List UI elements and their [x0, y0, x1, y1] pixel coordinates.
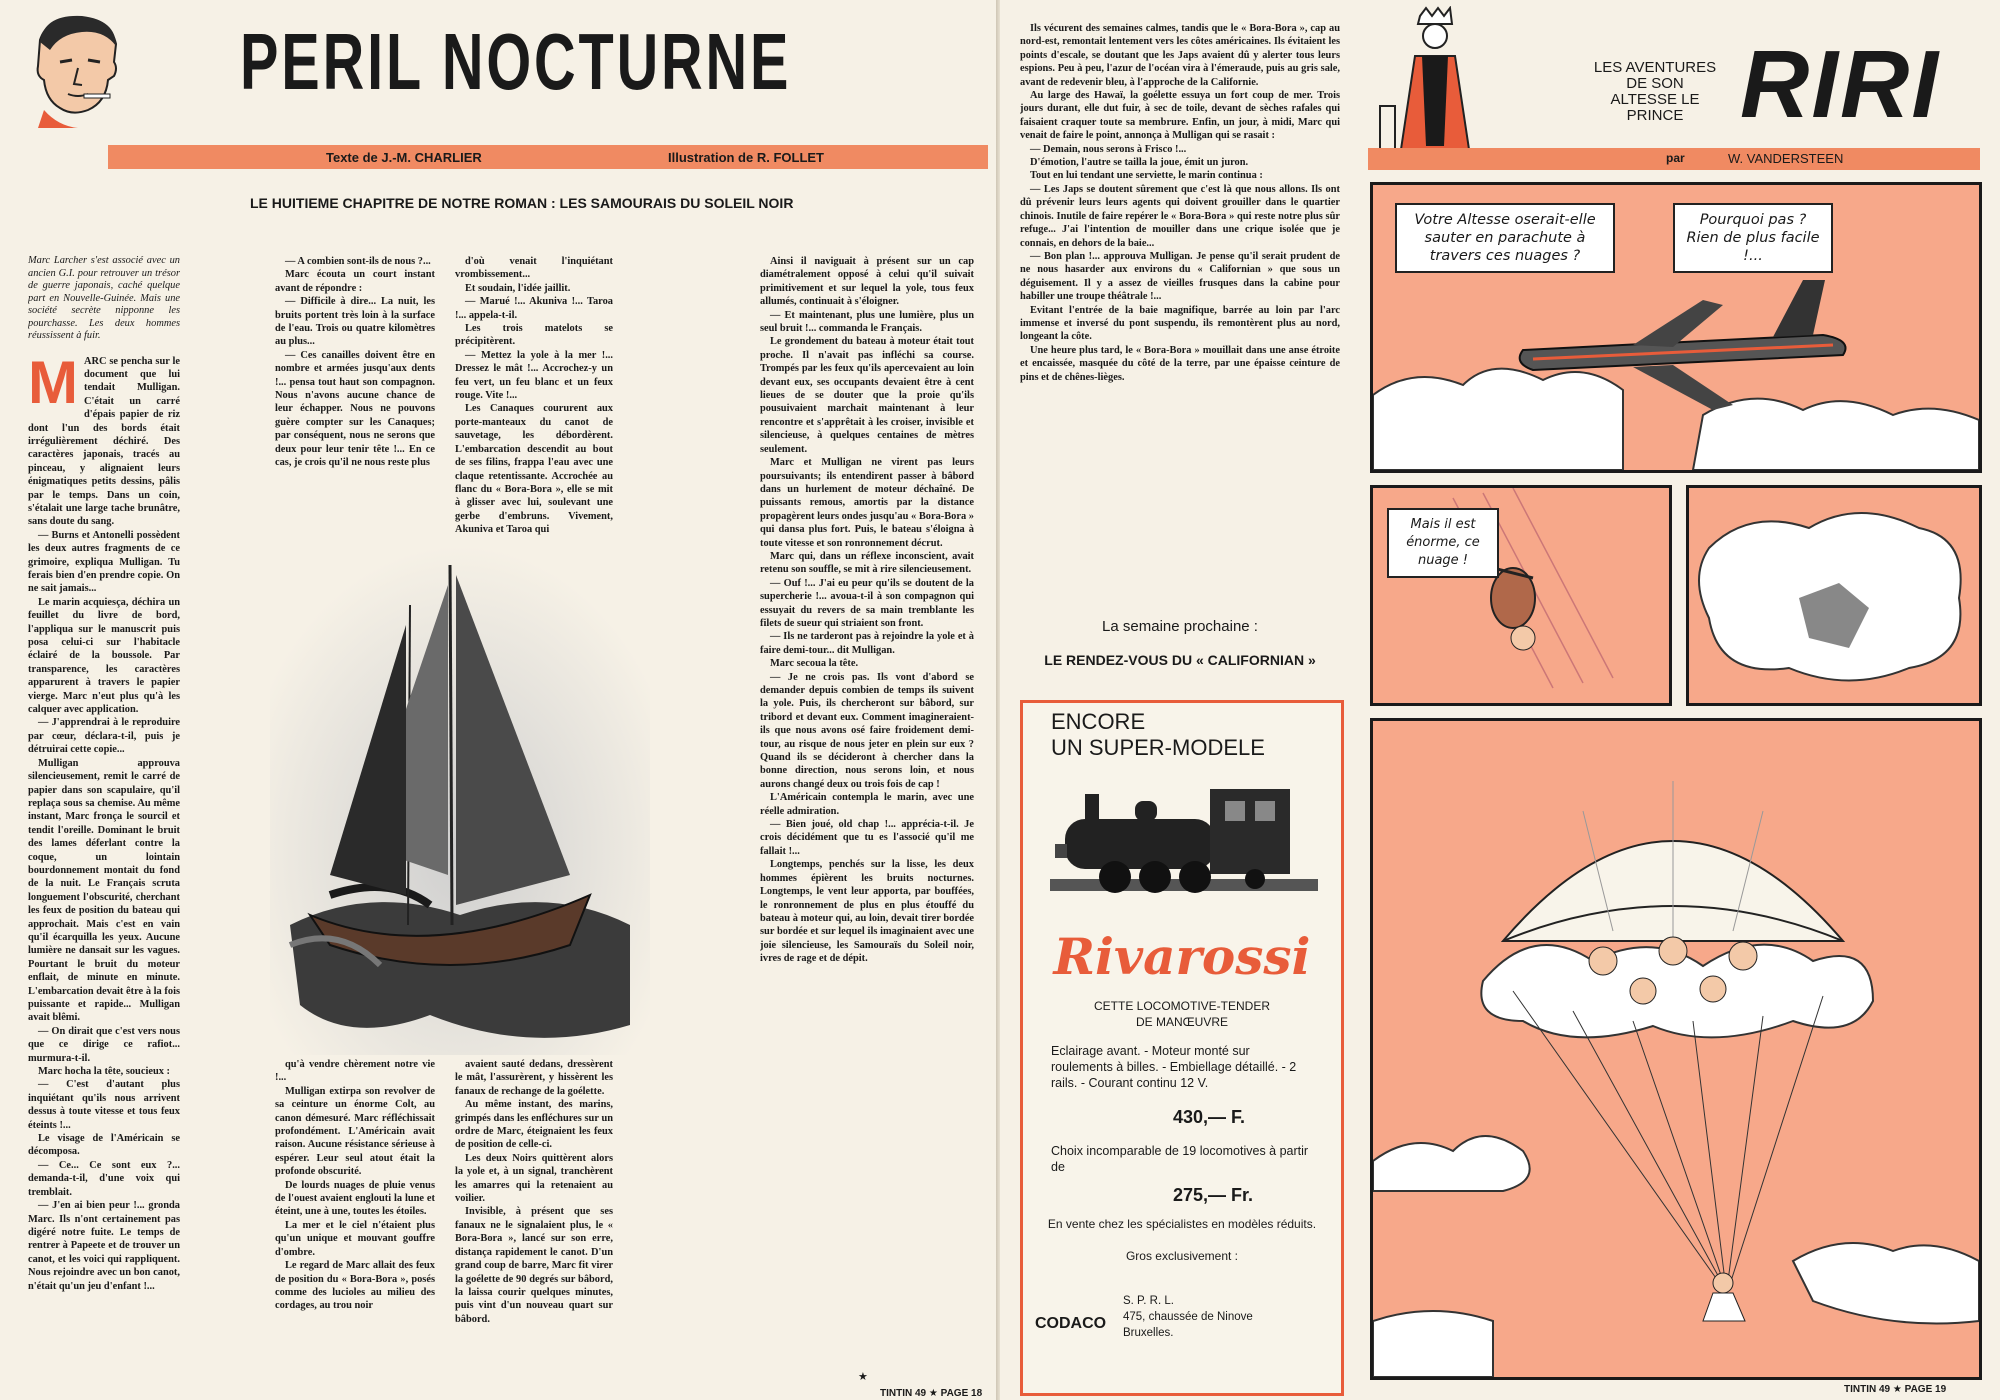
- sailboat-illustration: [270, 545, 650, 1055]
- speech-bubble-1: Votre Altesse oserait-elle sauter en parachute à travers ces nuages ?: [1395, 203, 1615, 273]
- paragraph: — Les Japs se doutent sûrement que c'est là que nous allons. Ils ont dû prévenir leurs leurs agents qui doivent grouiller dans le quartier chinois. Inutile de faire repérer le « Bora-Bora » qui reste notre plus sûr refuge... J'ai l'intention de mouiller dans une crique isolée que je connais, en dehors de la baie...: [1020, 183, 1340, 249]
- paragraph: — On dirait que c'est vers nous que ce dirige ce rafiot... murmura-t-il.: [28, 1025, 180, 1064]
- paragraph: Au large des Hawaï, la goélette essuya un fort coup de mer. Trois jours durant, elle dut fuir, à sec de toile, devant de sèches rafales qui faisaient craquer toute sa membrure. Enfin, un jour, à midi, Marc qui venait de faire le point, annonça à Mulligan qui se rasait :: [1020, 90, 1340, 142]
- paragraph: Les Canaques coururent aux porte-manteaux du canot de sauvetage, les débordèrent. L'embarcation descendit au bout de ses filins, frappa l'eau avec une claque retentissante. Accrochée au flanc du « Bora-Bora », elle se mit à glisser avec lui, soulevant une gerbe d'embruns. Vivement, Akuniva et Taroa qui: [455, 403, 613, 536]
- drop-cap: M: [28, 348, 78, 416]
- paragraph: — Marué !... Akuniva !... Taroa !... appela-t-il.: [455, 296, 613, 321]
- paragraph: Mulligan extirpa son revolver de sa ceinture un énorme Colt, au canon démesuré. Marc réfléchissait profondément. L'Américain avait raison. Aucune résistance sérieuse à espérer. Leur seul atout était la profonde obscurité.: [275, 1085, 435, 1178]
- locomotive-illustration: [1045, 769, 1323, 919]
- ad-company: S. P. R. L.: [1123, 1295, 1174, 1307]
- paragraph: Tout en lui tendant une serviette, le marin continua :: [1030, 170, 1263, 182]
- paragraph: Marc écouta un court instant avant de répondre :: [275, 269, 435, 294]
- paragraph: — Et maintenant, plus une lumière, plus un seul bruit !... commanda le Français.: [760, 309, 974, 335]
- next-week-label: La semaine prochaine :: [1102, 618, 1258, 635]
- paragraph: De lourds nuages de pluie venus de l'ouest avaient englouti la lune et éteint, une à une, toutes les étoiles.: [275, 1179, 435, 1218]
- ad-choice-text: Choix incomparable de 19 locomotives à partir de: [1051, 1144, 1309, 1174]
- paragraph: — A combien sont-ils de nous ?...: [285, 256, 431, 267]
- paragraph: D'émotion, l'autre se tailla la joue, émit un juron.: [1030, 157, 1249, 169]
- paragraph: Le marin acquiesça, déchira un feuillet du livre de bord, l'appliqua sur le manuscrit puis posa celui-ci sur l'habitacle éclairé de la boussole. Par transparence, les caractères apparurent à travers le papier vierge. Marc n'eut plus qu'à les calquer avec application.: [28, 596, 180, 716]
- paragraph: — Ces canailles doivent être en nombre et armées jusqu'aux dents !... pensa tout haut son compagnon. Nous n'avons aucune chance de leur échapper. Nous ne pouvons guère compter sur les Canaques; par conséquent, nous ne serons que deux pour leur tenir tête !... En ce cas, je crois qu'il ne nous reste plus: [275, 349, 435, 469]
- paragraph: La mer et le ciel n'étaient plus qu'un unique et mouvant gouffre d'ombre.: [275, 1219, 435, 1258]
- paragraph: Invisible, à présent que ses fanaux ne le signalaient plus, le « Bora-Bora », lancé sur son erre, distança rapidement le canot. D'un grand coup de barre, Marc fit virer la goélette de 90 degrés sur bâbord, la laissa courir quelques minutes, puis vint d'un nouveau quart sur bâbord.: [455, 1206, 613, 1325]
- comic-credit-bar: [1368, 148, 1980, 170]
- paragraph: — Bien joué, old chap !... apprécia-t-il. Je crois décidément que tu es l'associé qu'il me fallait !...: [760, 819, 974, 857]
- paragraph: Et soudain, l'idée jaillit.: [465, 282, 571, 294]
- comic-panel-2: [1370, 485, 1672, 706]
- header-line-1: LES AVENTURES: [1593, 59, 1717, 76]
- paragraph: — Mettez la yole à la mer !... Dressez le mât !... Accrochez-y un feu vert, un feu blanc et un feux rouge. Vite !...: [455, 349, 613, 402]
- comic-panel-1: [1370, 182, 1982, 473]
- paragraph: — J'apprendrai à le reproduire par cœur, déclara-t-il, puis je détruirai cette copie...: [28, 717, 180, 756]
- comic-panel-3: [1686, 485, 1982, 706]
- speech-bubble-3: Mais il est énorme, ce nuage !: [1387, 508, 1499, 578]
- credits-bar: [108, 145, 988, 169]
- paragraph: Le grondement du bateau à moteur était tout proche. Il n'avait pas infléchi sa course. Trompés par les feux qu'ils apercevaient au loin devant eux, ses occupants devaient être à cent lieues de se douter que la proie qu'ils pousuivaient marchait maintenant à leur rencontre et s'apprêtait à les croiser, invisible et silencieuse, à quelques centaines de mètres seulement.: [760, 336, 974, 455]
- paragraph: Les trois matelots se précipitèrent.: [455, 323, 613, 348]
- ad-description: Eclairage avant. - Moteur monté sur roulements à billes. - Embiellage détaillé. - 2 rails. - Courant continu 12 V.: [1051, 1044, 1297, 1090]
- ad-sale-text: En vente chez les spécialistes en modèles réduits.: [1047, 1217, 1317, 1231]
- paragraph: Le regard de Marc allait des feux de position du « Bora-Bora », posés comme des lucioles au milieu des cordages, au trou noir: [275, 1260, 435, 1312]
- ad-brand-logo: Rivarossi: [1053, 927, 1311, 986]
- rivarossi-advertisement: [1020, 700, 1344, 1396]
- story-intro: Marc Larcher s'est associé avec un ancien G.I. pour retrouver un trésor de guerre japonais, caché quelque part en Nouvelle-Guinée. Mais une société secrète nipponne les pourchasse. Les deux hommes réussissent à fuir.: [28, 255, 180, 341]
- paragraph: — Demain, nous serons à Frisco !...: [1030, 143, 1187, 155]
- paragraph: Une heure plus tard, le « Bora-Bora » mouillait dans une anse étroite et encaissée, masquée du côté de la terre, par une épaisse ceinture de pins et de chênes-lièges.: [1020, 344, 1340, 383]
- paragraph: Marc hocha la tête, soucieux :: [38, 1066, 170, 1078]
- paragraph: — Je ne crois pas. Ils vont d'abord se demander depuis combien de temps ils suivent la yole. Puis, ils chercheront sur bâbord, sur tribord et devant eux. Comment imagineraient-ils que nous avons osé faire froidement demi-tour, au risque de nous jeter en plein sur eux ? Quand ils se décideront à chercher dans la bonne direction, nous serons loin, et nous aurons changé deux ou trois fois de cap !: [760, 671, 974, 790]
- text-column-5: [1020, 22, 1340, 612]
- paragraph: Evitant l'entrée de la baie magnifique, barrée au loin par l'arc immense et inversé du pont suspendu, ils remontèrent plus au nord, longeant la côte.: [1020, 304, 1340, 343]
- paragraph: avaient sauté dedans, dressèrent le mât, l'assurèrent, y hissèrent les fanaux de rechange de la goélette.: [455, 1059, 613, 1097]
- cloud-scene: [1689, 488, 1979, 703]
- prince-king-illustration: [1360, 6, 1510, 156]
- paragraph: Longtemps, penchés sur la lisse, les deux hommes épièrent les bruits nocturnes. Longtemps, le vent leur apporta, par bouffées, le ronronnement de plus en plus étouffé du bateau à moteur qui, au loin, devait tirer bordée sur bordée et sur lequel ils imaginaient avec une joie silencieuse, les Samouraïs du Soleil noir, ivres de rage et de dépit.: [760, 859, 974, 965]
- paragraph: — Ce... Ce sont eux ?... demanda-t-il, d'une voix qui tremblait.: [28, 1159, 180, 1198]
- page-number-19: TINTIN 49 ★ PAGE 19: [1844, 1384, 1947, 1395]
- paragraph: Marc qui, dans un réflexe inconscient, avait retenu son souffle, se mit à rire silencieusement.: [760, 550, 974, 576]
- ad-address: 475, chaussée de Ninove: [1123, 1311, 1253, 1323]
- parachute-scene: [1373, 721, 1979, 1377]
- paragraph: — J'en ai bien peur !... gronda Marc. Ils n'ont certainement pas digéré notre fuite. Le temps de rentrer à Papeete et de trouver un canot, et les voici qui rappliquent. Nous rejoindre avec un bon canot, n'était qu'un jeu d'enfant !...: [28, 1200, 180, 1292]
- paragraph: ARC se pencha sur le document que lui tendait Mulligan. C'était un carré d'épais papier de riz dont l'un des bords était irrégulièrement déchiré. Des caractères japonais, tracés au pinceau, y alignaient leurs énigmatiques petits dessins, pâlis par le temps. Dans un coin, s'étalait une large tache brunâtre, sans doute du sang.: [28, 355, 180, 528]
- paragraph: — Difficile à dire... La nuit, les bruits portent très loin à la surface de l'eau. Trois ou quatre kilomètres au plus...: [275, 296, 435, 348]
- text-column-1: [28, 255, 180, 1385]
- paragraph: Ainsi il naviguait à présent sur un cap diamétralement opposé à celui qu'il suivait primitivement et sur lequel la yole, tous feux allumés, continuait à s'éloigner.: [760, 256, 974, 308]
- paragraph: Marc secoua la tête.: [770, 658, 859, 670]
- paragraph: Ils vécurent des semaines calmes, tandis que le « Bora-Bora », cap au nord-est, remontait lentement vers les côtes américaines. Ils évitaient les points d'escale, se doutant que les Japs avaient dû y alerter tous leurs espions. Peu à peu, l'azur de l'océan vira à l'émeraude, puis au gris sale, avant de redevenir bleu, à l'approche de la Californie.: [1020, 23, 1340, 88]
- illustration-credit: Illustration de R. FOLLET: [668, 150, 824, 165]
- comic-header-text: [1580, 60, 1730, 124]
- ad-sub-1: CETTE LOCOMOTIVE-TENDER: [1093, 999, 1270, 1013]
- paragraph: — Bon plan !... approuva Mulligan. Je pense qu'il serait prudent de ne nous hasarder aux environs du « Californian » que sous un déguisement. Il y a assez de vieilles frusques dans la cabine pour habiller une troupe théâtrale !...: [1020, 250, 1340, 303]
- comic-author: W. VANDERSTEEN: [1728, 151, 1844, 166]
- paragraph: d'où venait l'inquiétant vrombissement...: [455, 256, 613, 281]
- page-number-18: TINTIN 49 ★ PAGE 18: [880, 1388, 983, 1399]
- author-portrait-illustration: [18, 10, 138, 130]
- speech-bubble-2: Pourquoi pas ? Rien de plus facile !...: [1673, 203, 1833, 273]
- ad-sub-2: DE MANŒUVRE: [1135, 1015, 1228, 1029]
- star-ornament: ★: [858, 1371, 868, 1383]
- text-credit: Texte de J.-M. CHARLIER: [326, 150, 482, 165]
- text-column-4: [760, 255, 974, 1355]
- story-title: PERIL NOCTURNE: [240, 17, 792, 106]
- comic-par: par: [1666, 151, 1685, 165]
- paragraph: Le visage de l'Américain se décomposa.: [28, 1133, 180, 1158]
- ad-headline-2: UN SUPER-MODELE: [1051, 735, 1265, 760]
- ad-price-1: 430,— F.: [1173, 1107, 1246, 1127]
- text-column-2-bottom: [275, 1058, 435, 1388]
- paragraph: — C'est d'autant plus inquiétant qu'ils nous arrivent dessus à toute vitesse et tous feux éteints !...: [28, 1079, 180, 1131]
- paragraph: Au même instant, des marins, grimpés dans les enfléchures sur un ordre de Marc, éteignaient les feux de position de celle-ci.: [455, 1099, 613, 1151]
- chapter-heading: LE HUITIEME CHAPITRE DE NOTRE ROMAN : LES SAMOURAIS DU SOLEIL NOIR: [250, 195, 794, 211]
- next-week-title: LE RENDEZ-VOUS DU « CALIFORNIAN »: [1044, 652, 1316, 668]
- paragraph: — Burns et Antonelli possèdent les deux autres fragments de ce grimoire, expliqua Mulligan. Tu ferais bien d'en prendre copie. On ne sait jamais...: [28, 529, 180, 595]
- paragraph: Mulligan approuva silencieusement, remit le carré de papier dans son scapulaire, qu'il replaça sous sa chemise. Au même instant, Marc fronça le sourcil et tendit l'oreille. Dominant le bruit des lames déferlant contre la coque, un lointain bourdonnement montait du fond de la nuit. Le Français scruta longuement l'obscurité, cherchant les feux de position du bateau qui approchait. Mais c'est en vain qu'il écarquilla les yeux. Aucune lumière ne dansait sur les vagues. Pourtant le bruit du moteur enflait, de minute en minute. L'embarcation devait être à la fois puissante et rapide... Mulligan avait blêmi.: [28, 757, 180, 1024]
- paragraph: qu'à vendre chèrement notre vie !...: [275, 1059, 435, 1084]
- comic-panel-4: [1370, 718, 1982, 1380]
- paragraph: — Ouf !... J'ai eu peur qu'ils se doutent de la supercherie !... avoua-t-il à son compagnon qui essuyait du revers de sa main tremblante les filets de sueur qui striaient son front.: [760, 577, 974, 629]
- text-column-3-bottom: [455, 1058, 613, 1388]
- ad-dealer-name: CODACO: [1035, 1315, 1107, 1332]
- ad-headline-1: ENCORE: [1051, 709, 1146, 734]
- paragraph: Marc et Mulligan ne virent pas leurs poursuivants; ils entendirent passer à bâbord dans un hurlement de moteur déchaîné. De puissants remous, amortis par la distance propagèrent leurs ondes jusqu'au « Bora-Bora » qui dansa plus fort. Puis, le bateau s'éloigna à toute vitesse et son ronronnement décrut.: [760, 457, 974, 549]
- paragraph: L'Américain contempla le marin, avec une réelle admiration.: [760, 792, 974, 817]
- text-column-3-top: [455, 255, 613, 545]
- page-19: [1000, 0, 2000, 1400]
- ad-exclusive-text: Gros exclusivement :: [1125, 1249, 1239, 1263]
- ad-city: Bruxelles.: [1123, 1327, 1174, 1339]
- ad-price-2: 275,— Fr.: [1173, 1185, 1254, 1205]
- text-column-2-top: [275, 255, 435, 545]
- header-line-3: ALTESSE LE: [1610, 91, 1700, 108]
- comic-title: RIRI: [1740, 31, 1940, 138]
- header-line-4: PRINCE: [1626, 107, 1684, 124]
- header-line-2: DE SON: [1626, 75, 1684, 92]
- paragraph: — Ils ne tarderont pas à rejoindre la yole et à faire demi-tour... dit Mulligan.: [760, 631, 974, 656]
- paragraph: Les deux Noirs quittèrent alors la yole et, à un signal, tranchèrent les amarres qui la retenaient au voilier.: [455, 1152, 613, 1205]
